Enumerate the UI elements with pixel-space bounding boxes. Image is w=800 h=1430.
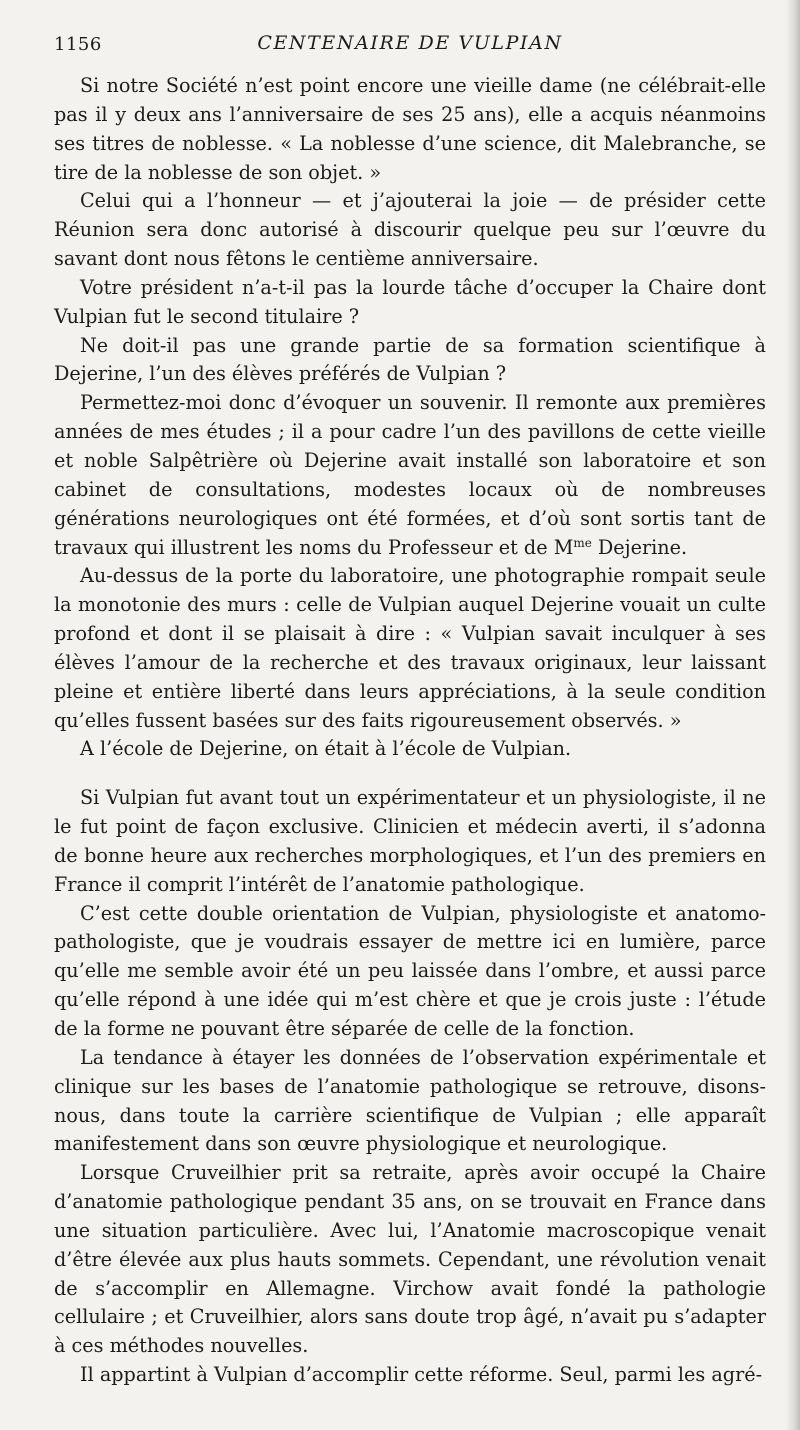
paragraph: Celui qui a l’honneur — et j’ajouterai la joie — de présider cette Réunion sera donc autorisé à discourir quelque peu sur l’œuvre du savant dont nous fêtons le centième anniversaire. [54, 189, 766, 271]
running-title: CENTENAIRE DE VULPIAN [257, 32, 563, 54]
paragraph: Votre président n’a-t-il pas la lourde tâche d’occuper la Chaire dont Vulpian fut le second titulaire ? [54, 275, 766, 328]
paragraph: Lorsque Cruveilhier prit sa retraite, après avoir occupé la Chaire d’anatomie pathologique pendant 35 ans, on se trouvait en France dans une situation particulière. Avec lui, l’Anatomie macroscopique venait d’être élevée aux plus hauts sommets. Cependant, une révolution venait de s’accomplir en Allemagne. Virchow avait fondé la pathologie cellulaire ; et Cruveilhier, alors sans doute trop âgé, n’avait pu s’adapter à ces méthodes nouvelles. [54, 1161, 766, 1358]
section-gap [54, 764, 766, 784]
paragraph: Au-dessus de la porte du laboratoire, une photographie rompait seule la monotonie des murs : celle de Vulpian auquel Dejerine vouait un culte profond et dont il se plaisait à dire : « Vulpian savait inculquer à ses élèves l’amour de la recherche et des travaux originaux, leur laissant pleine et entière liberté dans leurs appréciations, à la seule condition qu’elles fussent basées sur des faits rigoureusement observés. » [54, 564, 766, 732]
page-header [54, 30, 766, 60]
page-edge-shadow [786, 0, 800, 1430]
paragraph [54, 389, 766, 562]
paragraph: Il appartint à Vulpian d’accomplir cette réforme. Seul, parmi les agré- [80, 1363, 763, 1387]
paragraph: C’est cette double orientation de Vulpian, physiologiste et anatomo-pathologiste, que je voudrais essayer de mettre ici en lumière, parce qu’elle me semble avoir été un peu laissée dans l’ombre, et aussi parce qu’elle répond à une idée qui m’est chère et que je crois juste : l’étude de la forme ne pouvant être séparée de celle de la fonction. [54, 901, 766, 1040]
madame-abbrev: M [553, 535, 574, 559]
paragraph-text-end: Dejerine. [591, 535, 688, 559]
paragraph: A l’école de Dejerine, on était à l’école de Vulpian. [80, 737, 572, 761]
body-text [54, 72, 766, 1390]
paragraph: Si notre Société n’est point encore une vieille dame (ne célébrait-elle pas il y deux ans l’anniversaire de ses 25 ans), elle a acquis néanmoins ses titres de noblesse. « La noblesse d’une science, dit Malebranche, se tire de la noblesse de son objet. » [54, 74, 766, 184]
paragraph: Si Vulpian fut avant tout un expérimentateur et un physiologiste, il ne le fut point de façon exclusive. Clinicien et médecin averti, il s’adonna de bonne heure aux recherches morphologiques, et l’un des premiers en France il comprit l’intérêt de l’anatomie pathologique. [54, 786, 766, 896]
page-number: 1156 [54, 34, 102, 55]
madame-abbrev-superscript: me [573, 535, 592, 550]
paragraph-text: Permettez-moi donc d’évoquer un souvenir. Il remonte aux premières années de mes études ; il a pour cadre l’un des pavillons de cette vieille et noble Salpêtrière où Dejerine avait installé son laboratoire et son cabinet de consultations, modestes locaux où de nombreuses générations neurologiques ont été formées, et d’où sont sortis tant de travaux qui illustrent les noms du Professeur et de [54, 391, 766, 559]
paragraph: Ne doit-il pas une grande partie de sa formation scientifique à Dejerine, l’un des élèves préférés de Vulpian ? [54, 333, 766, 386]
paragraph: La tendance à étayer les données de l’observation expérimentale et clinique sur les bases de l’anatomie pathologique se retrouve, disons-nous, dans toute la carrière scientifique de Vulpian ; elle apparaît manifestement dans son œuvre physiologique et neurologique. [54, 1045, 766, 1156]
